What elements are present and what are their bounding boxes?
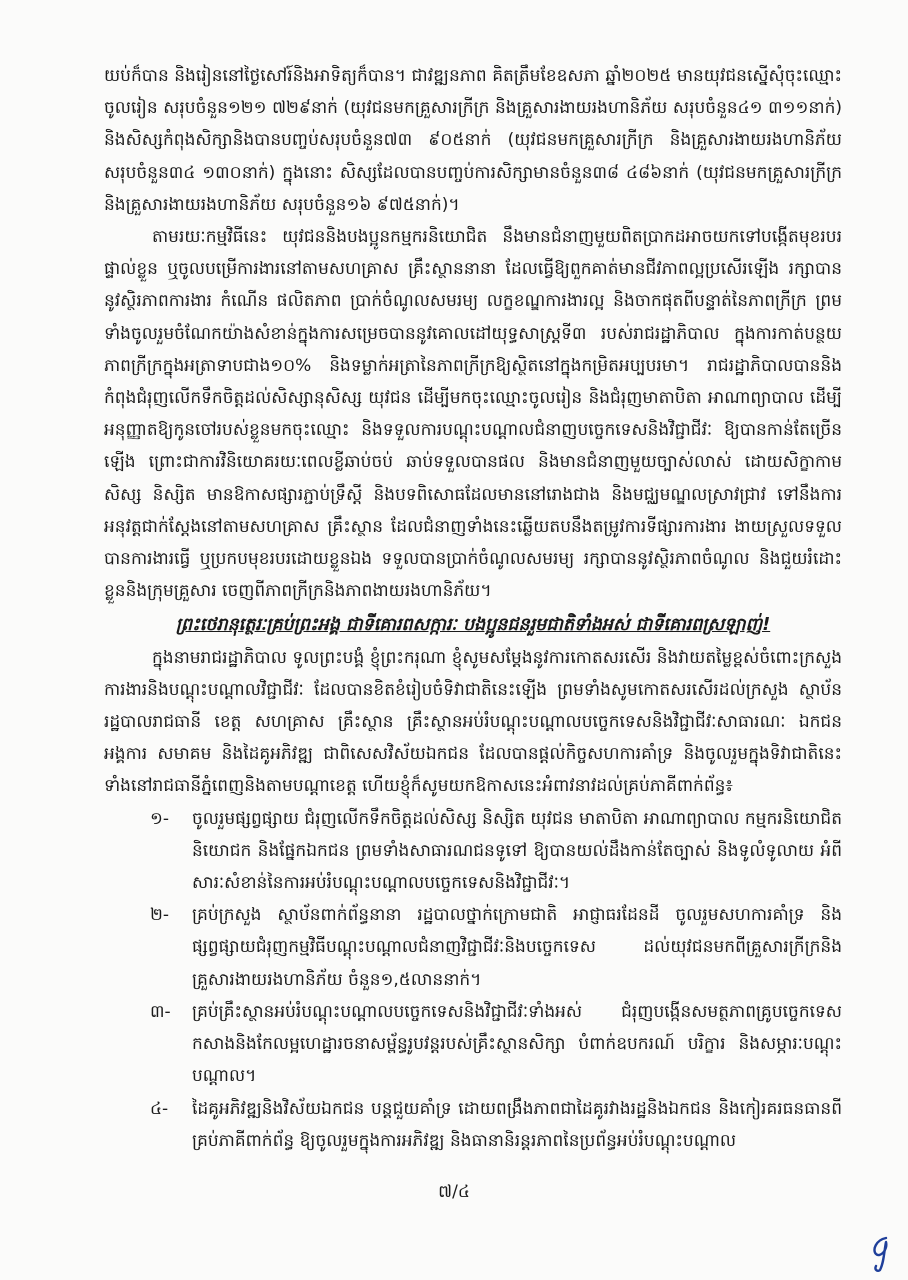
- list-item: [150, 996, 842, 1093]
- appeal-list: [104, 803, 842, 1157]
- list-item-text: ចូលរួមផ្សព្វផ្សាយ ជំរុញលើកទឹកចិត្តដល់សិស្ស និស្សិត យុវជន មាតាបិតា អាណាព្យាបាល កម្មករនិយោជិត និយោជក និងផ្នែកឯកជន ព្រមទាំងសាធារណជនទូទៅ ឱ្យបានយល់ដឹងកាន់តែច្បាស់ និងទូលំទូលាយ អំពីសារៈសំខាន់នៃការអប់រំបណ្តុះបណ្តាលបច្ចេកទេសនិងវិជ្ជាជីវៈ។: [192, 808, 842, 894]
- list-item-text: គ្រប់គ្រឹះស្ថានអប់រំបណ្តុះបណ្តាលបច្ចេកទេសនិងវិជ្ជាជីវៈទាំងអស់ ជំរុញបង្កើនសមត្ថភាពគ្រូបច្ចេកទេស កសាងនិងកែលម្អហេដ្ឋារចនាសម្ព័ន្ធរូបវន្តរបស់គ្រឹះស្ថានសិក្សា បំពាក់ឧបករណ៍ បរិក្ខារ និងសម្ភារៈបណ្តុះបណ្តាល។: [192, 1001, 842, 1087]
- list-item-number: ១-: [150, 808, 170, 829]
- list-item: [150, 803, 842, 900]
- handwritten-initial-icon: [866, 1234, 896, 1274]
- list-item-text: ដៃគូអភិវឌ្ឍនិងវិស័យឯកជន បន្តជួយគាំទ្រ ដោយពង្រឹងភាពជាដៃគូរវាងរដ្ឋនិងឯកជន និងកៀរគរធនធានពីគ្រប់ភាគីពាក់ព័ន្ធ ឱ្យចូលរួមក្នុងការអភិវឌ្ឍ និងធានានិរន្តរភាពនៃប្រព័ន្ធអប់រំបណ្តុះបណ្តាល: [192, 1098, 842, 1151]
- list-item-text: គ្រប់ក្រសួង ស្ថាប័នពាក់ព័ន្ធនានា រដ្ឋបាលថ្នាក់ក្រោមជាតិ អាជ្ញាធរដែនដី ចូលរួមសហការគាំទ្រ និងផ្សព្វផ្សាយជំរុញកម្មវិធីបណ្តុះបណ្តាលជំនាញវិជ្ជាជីវៈនិងបច្ចេកទេស ដល់យុវជនមកពីគ្រួសារក្រីក្រនិងគ្រួសារងាយរងហានិភ័យ ចំនួន១,៥លាននាក់។: [192, 905, 842, 990]
- document-body: [104, 60, 842, 1157]
- handwritten-initial-icon-svg: [866, 1234, 896, 1274]
- paragraph-progress: យប់ក៏បាន និងរៀននៅថ្ងៃសៅរ៍និងអាទិត្យក៏បាន។ ជាវឌ្ឍនភាព គិតត្រឹមខែឧសភា ឆ្នាំ២០២៥ មានយុវជនស្នើសុំចុះឈ្មោះចូលរៀន សរុបចំនួន១២១ ៧២៩នាក់ (យុវជនមកគ្រួសារក្រីក្រ និងគ្រួសារងាយរងហានិភ័យ សរុបចំនួន៤១ ៣១១នាក់) និងសិស្សកំពុងសិក្សានិងបានបញ្ចប់សរុបចំនួន៧៣ ៩០៥នាក់ (យុវជនមកគ្រួសារក្រីក្រ និងគ្រួសារងាយរងហានិភ័យ សរុបចំនួន៣៤ ១៣០នាក់) ក្នុងនោះ សិស្សដែលបានបញ្ចប់ការសិក្សាមានចំនួន៣៨ ៤៨៦នាក់ (យុវជនមកគ្រួសារក្រីក្រ និងគ្រួសារងាយរងហានិភ័យ សរុបចំនួន១៦ ៩៧៥នាក់)។: [104, 66, 842, 215]
- list-item: [150, 899, 842, 996]
- list-item-number: ៣-: [150, 1001, 171, 1022]
- salutation-heading: ព្រះថេរានុត្ថេរៈគ្រប់ព្រះអង្គ ជាទីគោរពសក្ការៈ បងប្អូនជនរួមជាតិទាំងអស់ ជាទីគោរពស្រឡាញ់!: [175, 615, 771, 636]
- list-item-number: ២-: [150, 905, 170, 926]
- paragraph-appreciation: ក្នុងនាមរាជរដ្ឋាភិបាល ទូលព្រះបង្គំ ខ្ញុំព្រះករុណា ខ្ញុំសូមសម្តែងនូវការកោតសរសើរ និងវាយតម្លៃខ្ពស់ចំពោះក្រសួងការងារនិងបណ្តុះបណ្តាលវិជ្ជាជីវៈ ដែលបានខិតខំរៀបចំទិវាជាតិនេះឡើង ព្រមទាំងសូមកោតសរសើរដល់ក្រសួង ស្ថាប័ន រដ្ឋបាលរាជធានី ខេត្ត សហគ្រាស គ្រឹះស្ថាន គ្រឹះស្ថានអប់រំបណ្តុះបណ្តាលបច្ចេកទេសនិងវិជ្ជាជីវៈសាធារណៈ ឯកជន អង្គការ សមាគម និងដៃគូអភិវឌ្ឍ ជាពិសេសវិស័យឯកជន ដែលបានផ្តល់កិច្ចសហការគាំទ្រ និងចូលរួមក្នុងទិវាជាតិនេះ ទាំងនៅរាជធានីភ្នំពេញនិងតាមបណ្តាខេត្ត ហើយខ្ញុំក៏សូមយកឱកាសនេះអំពាវនាវដល់គ្រប់ភាគីពាក់ព័ន្ធ៖: [104, 647, 842, 797]
- page-number: ៧/៤: [438, 1182, 470, 1202]
- list-item-number: ៤-: [150, 1098, 169, 1119]
- paragraph-program-benefits: តាមរយៈកម្មវិធីនេះ យុវជននិងបងប្អូនកម្មករនិយោជិត នឹងមានជំនាញមួយពិតប្រាកដអាចយកទៅបង្កើតមុខរបរផ្ទាល់ខ្លួន ឬចូលបម្រើការងារនៅតាមសហគ្រាស គ្រឹះស្ថាននានា ដែលធ្វើឱ្យពួកគាត់មានជីវភាពល្អប្រសើរឡើង រក្សាបាននូវស្ថិរភាពការងារ កំណើន ផលិតភាព ប្រាក់ចំណូលសមរម្យ លក្ខខណ្ឌការងារល្អ និងចាកផុតពីបន្ទាត់នៃភាពក្រីក្រ ព្រមទាំងចូលរួមចំណែកយ៉ាងសំខាន់ក្នុងការសម្រេចបាននូវគោលដៅយុទ្ធសាស្ត្រទី៣ របស់រាជរដ្ឋាភិបាល ក្នុងការកាត់បន្ថយភាពក្រីក្រក្នុងអត្រាទាបជាង១០% និងទម្លាក់អត្រានៃភាពក្រីក្រឱ្យស្ថិតនៅក្នុងកម្រិតអប្បបរមា។ រាជរដ្ឋាភិបាលបាននិងកំពុងជំរុញលើកទឹកចិត្តដល់សិស្សានុសិស្ស យុវជន ដើម្បីមកចុះឈ្មោះចូលរៀន និងជំរុញមាតាបិតា អាណាព្យាបាល ដើម្បីអនុញ្ញាតឱ្យកូនចៅរបស់ខ្លួនមកចុះឈ្មោះ និងទទួលការបណ្តុះបណ្តាលជំនាញបច្ចេកទេសនិងវិជ្ជាជីវៈ ឱ្យបានកាន់តែច្រើនឡើង ព្រោះជាការវិនិយោគរយៈពេលខ្លីឆាប់ចប់ ឆាប់ទទួលបានផល និងមានជំនាញមួយច្បាស់លាស់ ដោយសិក្ខាកាម សិស្ស និស្សិត មានឱកាសផ្សារភ្ជាប់ទ្រឹស្តី និងបទពិសោធដែលមាននៅរោងជាង និងមជ្ឈមណ្ឌលស្រាវជ្រាវ ទៅនឹងការអនុវត្តជាក់ស្តែងនៅតាមសហគ្រាស គ្រឹះស្ថាន ដែលជំនាញទាំងនេះឆ្លើយតបនឹងតម្រូវការទីផ្សារការងារ ងាយស្រួលទទួលបានការងារធ្វើ ឬប្រកបមុខរបរដោយខ្លួនឯង ទទួលបានប្រាក់ចំណូលសមរម្យ រក្សាបាននូវស្ថិរភាពចំណូល និងជួយរំដោះខ្លួននិងក្រុមគ្រួសារ ចេញពីភាពក្រីក្រនិងភាពងាយរងហានិភ័យ។: [104, 227, 842, 602]
- list-item: [150, 1093, 842, 1157]
